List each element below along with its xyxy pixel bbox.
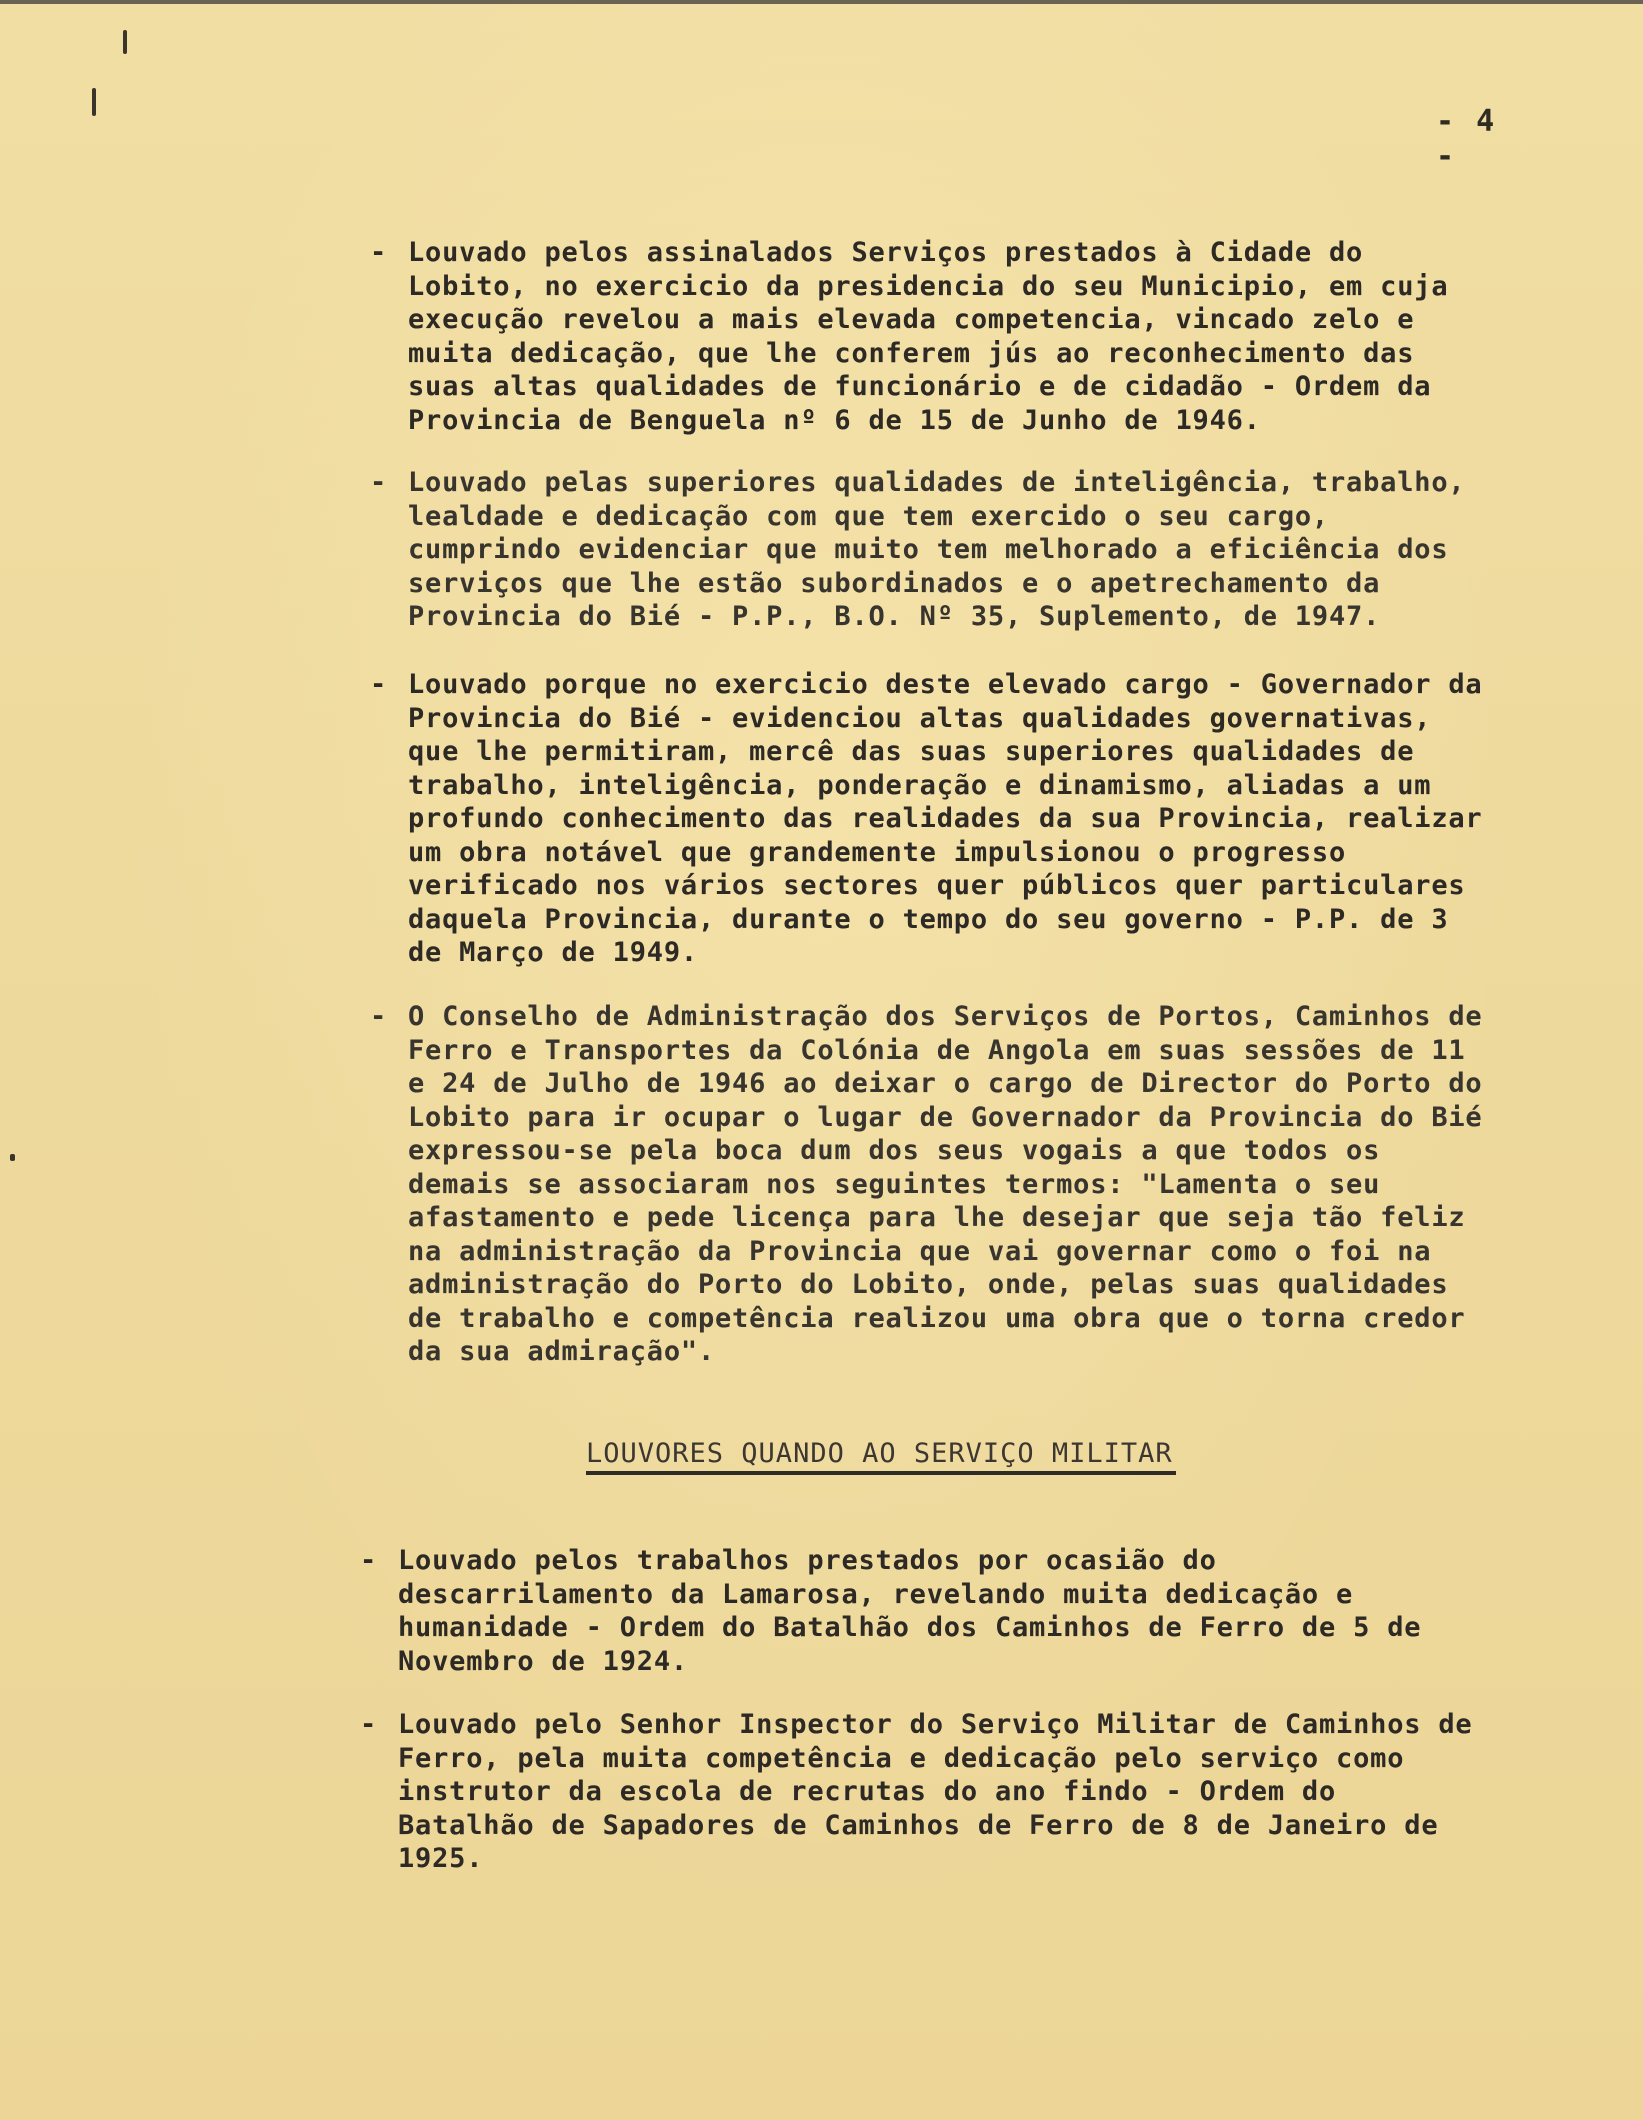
- entry-text: Louvado pelas superiores qualidades de inteligência, trabalho, lealdade e dedicação com que tem exercido o seu cargo, cumprindo evidenciar que muito tem melhorado a eficiência dos serviços que lhe estão subordinados e o apetrechamento da Provincia do Bié - P.P., B.O. Nº 35, Suplemento, de 1947.: [408, 467, 1466, 632]
- entry-text: Louvado pelos trabalhos prestados por ocasião do descarrilamento da Lamarosa, revelando muita dedicação e humanidade - Ordem do Batalhão dos Caminhos de Ferro de 5 de Novembro de 1924.: [398, 1545, 1422, 1677]
- page-number: - 4 -: [1436, 104, 1497, 174]
- list-dash: -: [370, 669, 388, 700]
- margin-tick-mark: [92, 88, 96, 116]
- section-heading-military: LOUVORES QUANDO AO SERVIÇO MILITAR: [586, 1438, 1176, 1475]
- entry-text: Louvado porque no exercicio deste elevado cargo - Governador da Provincia do Bié - evidenciou altas qualidades governativas, que lhe permitiram, mercê das suas superiores qualidades de trabalho, inteligência, ponderação e dinamismo, aliadas a um profundo conhecimento das realidades da sua Provincia, realizar um obra notável que grandemente impulsionou o progresso verificado nos vários sectores quer públicos quer particulares daquela Provincia, durante o tempo do seu governo - P.P. de 3 de Março de 1949.: [408, 669, 1483, 968]
- entry-text: O Conselho de Administração dos Serviços de Portos, Caminhos de Ferro e Transportes da Colónia de Angola em suas sessões de 11 e 24 de Julho de 1946 ao deixar o cargo de Director do Porto do Lobito para ir ocupar o lugar de Governador da Provincia do Bié expressou-se pela boca dum dos seus vogais a que todos os demais se associaram nos seguintes termos: "Lamenta o seu afastamento e pede licença para lhe desejar que seja tão feliz na administração da Provincia que vai governar como o foi na administração do Porto do Lobito, onde, pelas suas qualidades de trabalho e competência realizou uma obra que o torna credor da sua admiração".: [408, 1001, 1483, 1367]
- margin-tick-mark: [123, 30, 127, 54]
- list-dash: -: [360, 1709, 378, 1740]
- commendation-entry: [370, 466, 1488, 634]
- entry-text: Louvado pelos assinalados Serviços prestados à Cidade do Lobito, no exercicio da presidencia do seu Municipio, em cuja execução revelou a mais elevada competencia, vincado zelo e muita dedicação, que lhe conferem jús ao reconhecimento das suas altas qualidades de funcionário e de cidadão - Ordem da Provincia de Benguela nº 6 de 15 de Junho de 1946.: [408, 237, 1449, 436]
- list-dash: -: [370, 467, 388, 498]
- scan-top-edge: [0, 0, 1643, 4]
- list-dash: -: [370, 237, 388, 268]
- military-commendation-entry: [360, 1544, 1478, 1678]
- list-dash: -: [360, 1545, 378, 1576]
- margin-dot: [10, 1154, 15, 1161]
- entry-text: Louvado pelo Senhor Inspector do Serviço Militar de Caminhos de Ferro, pela muita competência e dedicação pelo serviço como instrutor da escola de recrutas do ano findo - Ordem do Batalhão de Sapadores de Caminhos de Ferro de 8 de Janeiro de 1925.: [398, 1709, 1473, 1874]
- list-dash: -: [370, 1001, 388, 1032]
- military-commendation-entry: [360, 1708, 1478, 1876]
- commendation-entry: [370, 1000, 1488, 1369]
- commendation-entry: [370, 236, 1488, 437]
- commendation-entry: [370, 668, 1488, 970]
